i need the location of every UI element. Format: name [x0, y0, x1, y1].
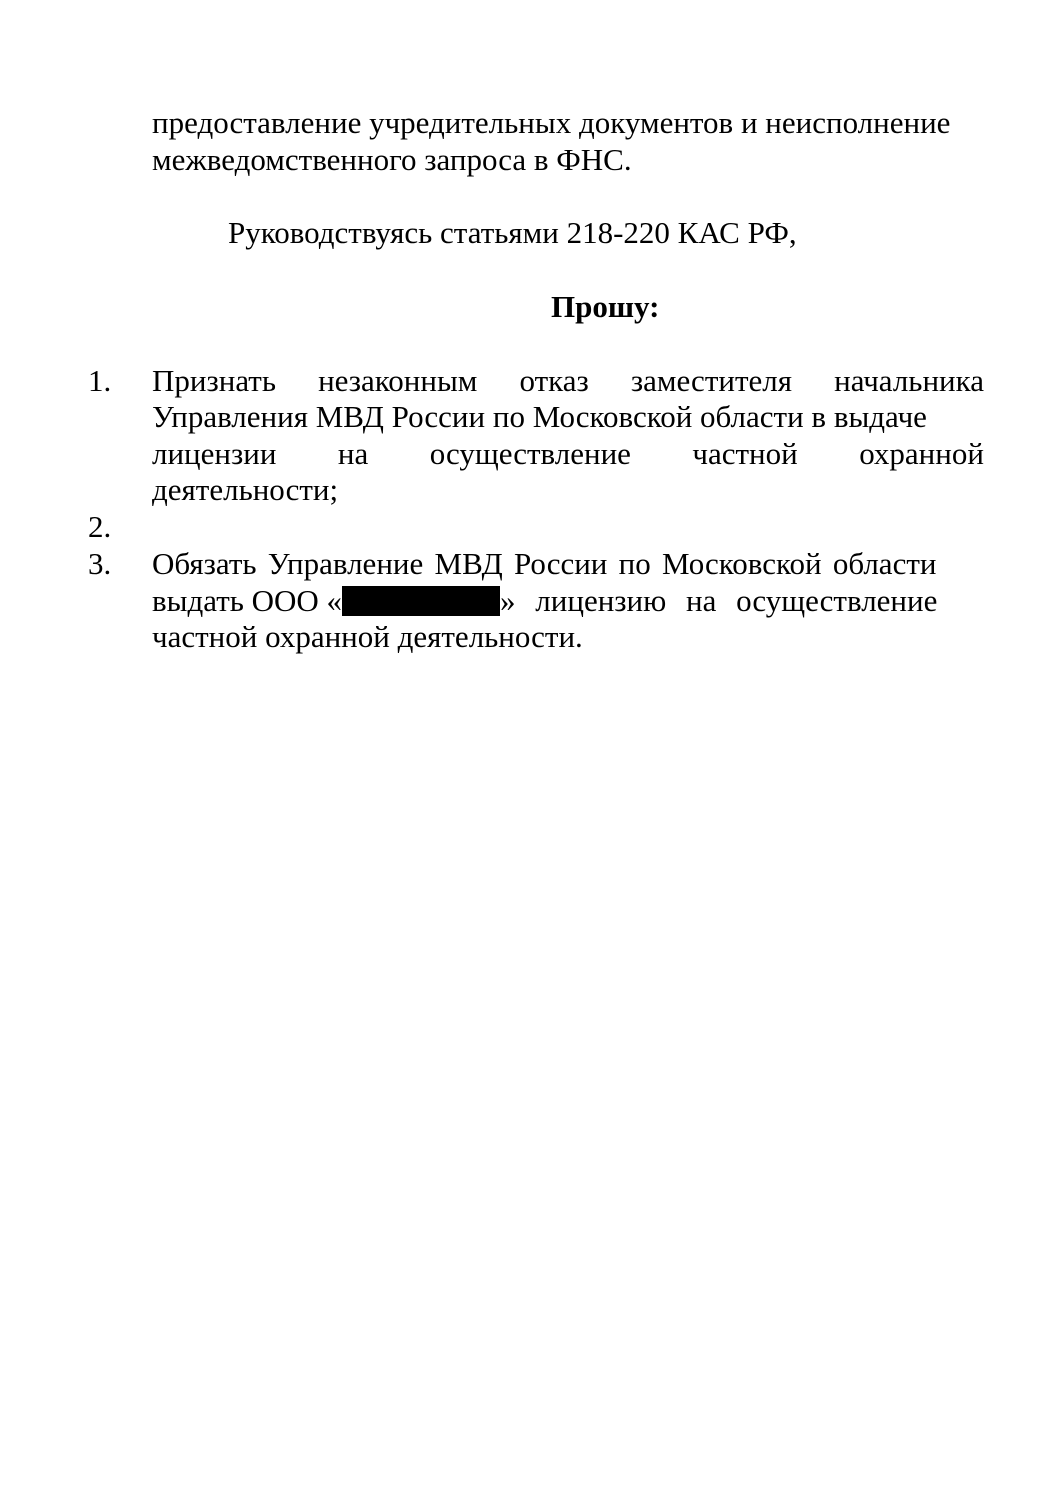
word: на	[337, 436, 369, 471]
item-3-number: 3.	[88, 546, 112, 581]
line-text-before: выдать ООО «	[152, 583, 343, 618]
word: лицензии	[152, 436, 277, 471]
item-2-number: 2.	[88, 509, 112, 544]
word: осуществление	[429, 436, 631, 471]
item-1-line-3	[152, 435, 984, 472]
legal-basis: Руководствуясь статьями 218-220 КАС РФ,	[228, 215, 797, 250]
redaction-block	[342, 586, 500, 616]
request-heading: Прошу:	[551, 289, 660, 324]
item-1-line-1	[152, 362, 984, 399]
item-1-number: 1.	[88, 363, 112, 398]
intro-line-1: предоставление учредительных документов и неисполнение	[152, 105, 951, 140]
word: начальника	[834, 363, 984, 398]
item-3-line-2	[152, 582, 937, 619]
intro-line-2: межведомственного запроса в ФНС.	[152, 142, 632, 177]
item-1-line-4: деятельности;	[152, 472, 339, 507]
word: заместителя	[630, 363, 792, 398]
item-1-line-2: Управления МВД России по Московской области в выдаче	[152, 399, 927, 434]
word: частной	[692, 436, 798, 471]
item-3-line-1: Обязать Управление МВД России по Московской области	[152, 546, 937, 581]
word: отказ	[519, 363, 589, 398]
item-3-line-3: частной охранной деятельности.	[152, 619, 583, 654]
word: незаконным	[318, 363, 478, 398]
word: охранной	[859, 436, 984, 471]
line-text-after: » лицензию на осуществление	[500, 583, 938, 618]
word: Признать	[152, 363, 276, 398]
